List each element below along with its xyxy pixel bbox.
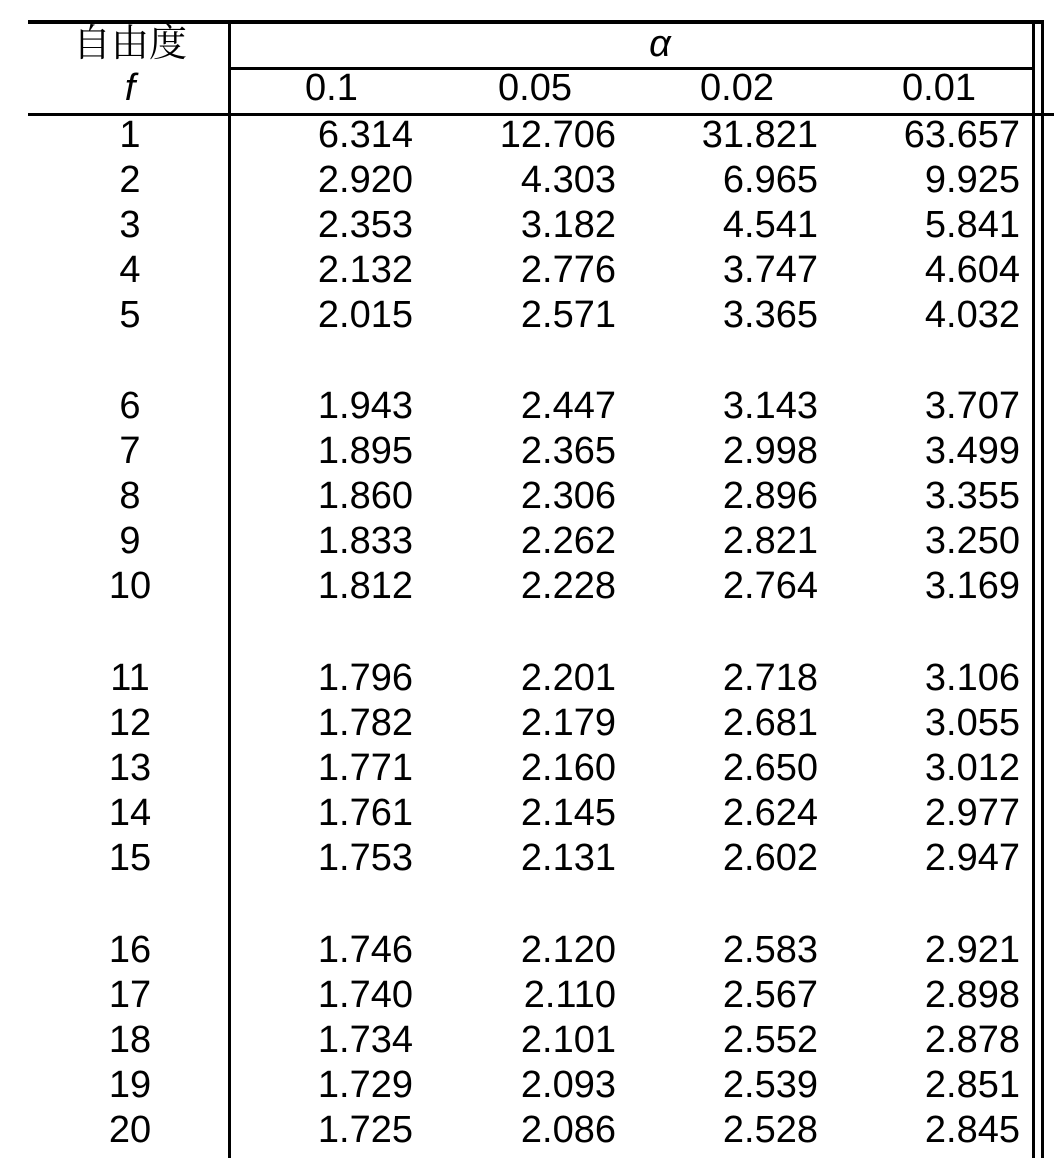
critical-value: 2.552 xyxy=(722,1019,818,1061)
critical-value: 9.925 xyxy=(924,159,1020,201)
critical-value: 2.528 xyxy=(722,1109,818,1151)
critical-value: 2.764 xyxy=(722,565,818,607)
critical-value: 2.602 xyxy=(722,837,818,879)
critical-value: 1.782 xyxy=(317,702,413,744)
critical-value: 3.747 xyxy=(722,249,818,291)
alpha-value-header: 0.01 xyxy=(902,67,976,109)
right-double-rule-outer xyxy=(1041,20,1044,1158)
critical-value: 3.499 xyxy=(924,430,1020,472)
df-value: 2 xyxy=(119,159,141,201)
critical-value: 1.895 xyxy=(317,430,413,472)
critical-value: 1.943 xyxy=(317,385,413,427)
df-value: 15 xyxy=(108,837,152,879)
critical-value: 2.228 xyxy=(520,565,616,607)
df-value: 13 xyxy=(108,747,152,789)
critical-value: 2.201 xyxy=(520,657,616,699)
critical-value: 3.012 xyxy=(924,747,1020,789)
critical-value: 1.771 xyxy=(317,747,413,789)
df-value: 19 xyxy=(108,1064,152,1106)
df-header-symbol: f xyxy=(124,67,136,109)
critical-value: 2.821 xyxy=(722,520,818,562)
critical-value: 4.303 xyxy=(520,159,616,201)
df-value: 7 xyxy=(119,430,141,472)
critical-value: 3.707 xyxy=(924,385,1020,427)
critical-value: 3.250 xyxy=(924,520,1020,562)
df-value: 18 xyxy=(108,1019,152,1061)
critical-value: 2.539 xyxy=(722,1064,818,1106)
critical-value: 2.353 xyxy=(317,204,413,246)
critical-value: 2.179 xyxy=(520,702,616,744)
critical-value: 1.729 xyxy=(317,1064,413,1106)
critical-value: 4.541 xyxy=(722,204,818,246)
critical-value: 2.920 xyxy=(317,159,413,201)
df-value: 12 xyxy=(108,702,152,744)
critical-value: 2.851 xyxy=(924,1064,1020,1106)
critical-value: 1.753 xyxy=(317,837,413,879)
critical-value: 2.160 xyxy=(520,747,616,789)
critical-value: 1.746 xyxy=(317,929,413,971)
df-value: 3 xyxy=(119,204,141,246)
df-value: 16 xyxy=(108,929,152,971)
critical-value: 1.740 xyxy=(317,974,413,1016)
critical-value: 2.145 xyxy=(520,792,616,834)
critical-value: 6.965 xyxy=(722,159,818,201)
critical-value: 3.055 xyxy=(924,702,1020,744)
critical-value: 1.812 xyxy=(317,565,413,607)
critical-value: 1.725 xyxy=(317,1109,413,1151)
critical-value: 6.314 xyxy=(317,114,413,156)
alpha-value-header: 0.1 xyxy=(305,67,358,109)
alpha-value-header: 0.02 xyxy=(700,67,774,109)
critical-value: 2.093 xyxy=(520,1064,616,1106)
critical-value: 3.182 xyxy=(520,204,616,246)
df-value: 17 xyxy=(108,974,152,1016)
df-value: 20 xyxy=(108,1109,152,1151)
df-value: 11 xyxy=(110,657,150,699)
critical-value: 2.998 xyxy=(722,430,818,472)
critical-value: 12.706 xyxy=(499,114,616,156)
critical-value: 2.086 xyxy=(520,1109,616,1151)
alpha-header-label: α xyxy=(649,23,671,65)
critical-value: 5.841 xyxy=(924,204,1020,246)
critical-value: 2.977 xyxy=(924,792,1020,834)
critical-value: 2.132 xyxy=(317,249,413,291)
critical-value: 4.032 xyxy=(924,294,1020,336)
critical-value: 2.878 xyxy=(924,1019,1020,1061)
right-double-rule-inner xyxy=(1032,20,1035,1158)
critical-value: 2.650 xyxy=(722,747,818,789)
critical-value: 3.355 xyxy=(924,475,1020,517)
critical-value: 2.947 xyxy=(924,837,1020,879)
critical-value: 2.718 xyxy=(722,657,818,699)
critical-value: 2.015 xyxy=(317,294,413,336)
critical-value: 3.365 xyxy=(722,294,818,336)
alpha-value-header: 0.05 xyxy=(498,67,572,109)
df-header-label: 自由度 xyxy=(72,23,187,65)
critical-value: 2.583 xyxy=(722,929,818,971)
critical-value: 2.110 xyxy=(523,974,616,1016)
critical-value: 1.796 xyxy=(317,657,413,699)
critical-value: 63.657 xyxy=(903,114,1020,156)
critical-value: 2.447 xyxy=(520,385,616,427)
critical-value: 2.306 xyxy=(520,475,616,517)
df-value: 9 xyxy=(119,520,141,562)
critical-value: 2.681 xyxy=(722,702,818,744)
critical-value: 2.571 xyxy=(520,294,616,336)
df-value: 8 xyxy=(119,475,141,517)
critical-value: 3.106 xyxy=(924,657,1020,699)
df-value: 4 xyxy=(119,249,141,291)
critical-value: 2.567 xyxy=(722,974,818,1016)
critical-value: 2.624 xyxy=(722,792,818,834)
df-value: 14 xyxy=(108,792,152,834)
critical-value: 4.604 xyxy=(924,249,1020,291)
critical-value: 2.120 xyxy=(520,929,616,971)
critical-value: 31.821 xyxy=(701,114,818,156)
critical-value: 3.169 xyxy=(924,565,1020,607)
critical-value: 2.131 xyxy=(520,837,616,879)
critical-value: 2.365 xyxy=(520,430,616,472)
df-value: 5 xyxy=(119,294,141,336)
df-value: 6 xyxy=(119,385,141,427)
critical-value: 2.262 xyxy=(520,520,616,562)
critical-value: 1.761 xyxy=(317,792,413,834)
critical-value: 2.101 xyxy=(520,1019,616,1061)
critical-value: 2.845 xyxy=(924,1109,1020,1151)
critical-value: 1.860 xyxy=(317,475,413,517)
critical-value: 2.776 xyxy=(520,249,616,291)
critical-value: 1.833 xyxy=(317,520,413,562)
critical-value: 2.898 xyxy=(924,974,1020,1016)
critical-value: 2.921 xyxy=(924,929,1020,971)
df-value: 10 xyxy=(108,565,152,607)
critical-value: 3.143 xyxy=(722,385,818,427)
critical-value: 2.896 xyxy=(722,475,818,517)
df-value: 1 xyxy=(119,114,141,156)
critical-value: 1.734 xyxy=(317,1019,413,1061)
